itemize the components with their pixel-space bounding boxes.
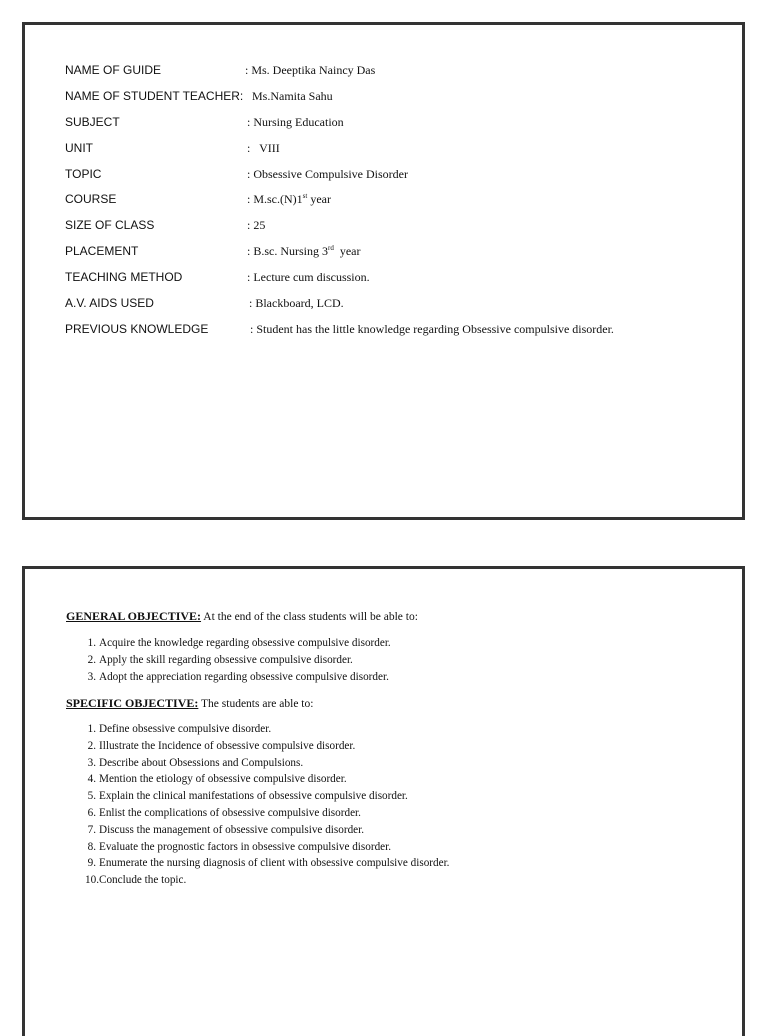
info-value: : Lecture cum discussion.	[247, 270, 370, 285]
general-objective-intro: At the end of the class students will be able to:	[201, 611, 418, 623]
list-item: 6. Enlist the complications of obsessive compulsive disorder.	[87, 806, 361, 819]
info-label: TEACHING METHOD	[65, 270, 183, 285]
list-item: 2. Apply the skill regarding obsessive compulsive disorder.	[87, 653, 353, 666]
info-value: : Blackboard, LCD.	[249, 296, 344, 311]
info-label: NAME OF GUIDE	[65, 63, 162, 77]
list-item: 7. Discuss the management of obsessive compulsive disorder.	[87, 823, 365, 836]
list-item: 8. Evaluate the prognostic factors in obsessive compulsive disorder.	[87, 840, 392, 853]
specific-objective-title: SPECIFIC OBJECTIVE:	[66, 696, 199, 710]
list-item: 2. Illustrate the Incidence of obsessive compulsive disorder.	[87, 739, 356, 752]
list-item: 1. Define obsessive compulsive disorder.	[87, 723, 272, 735]
info-label: NAME OF STUDENT TEACHER:	[65, 88, 244, 103]
list-item: 4. Mention the etiology of obsessive compulsive disorder.	[87, 773, 347, 786]
info-value: : 25	[247, 218, 266, 233]
specific-objective-intro: The students are able to:	[198, 698, 314, 710]
list-item: 3. Describe about Obsessions and Compulsions.	[87, 756, 304, 769]
specific-objective-heading	[66, 696, 313, 711]
list-item: 1. Acquire the knowledge regarding obsessive compulsive disorder.	[87, 637, 391, 649]
info-label: PREVIOUS KNOWLEDGE	[65, 321, 209, 336]
info-value: : Student has the little knowledge regarding Obsessive compulsive disorder.	[250, 321, 614, 336]
info-value: : Ms. Deeptika Naincy Das	[245, 63, 376, 77]
general-objective-list	[66, 637, 391, 687]
list-item: 9. Enumerate the nursing diagnosis of client with obsessive compulsive disorder.	[87, 857, 450, 870]
info-value: : Nursing Education	[247, 114, 344, 129]
info-value: Ms.Namita Sahu	[252, 88, 333, 103]
info-value: : VIII	[247, 140, 280, 155]
info-label: SIZE OF CLASS	[65, 218, 155, 233]
info-value: : M.sc.(N)1st year	[247, 192, 331, 207]
list-item: 3. Adopt the appreciation regarding obsessive compulsive disorder.	[87, 670, 389, 683]
info-value: : B.sc. Nursing 3rd year	[247, 244, 361, 259]
lesson-info-panel	[22, 22, 745, 520]
info-label: UNIT	[65, 140, 93, 155]
info-label: SUBJECT	[65, 114, 120, 129]
objectives-panel	[22, 566, 745, 1036]
specific-objective-list	[66, 723, 449, 891]
list-item: 10.Conclude the topic.	[85, 874, 187, 887]
general-objective-heading	[66, 609, 418, 624]
info-label: TOPIC	[65, 166, 102, 181]
info-label: COURSE	[65, 192, 117, 207]
general-objective-title: GENERAL OBJECTIVE:	[66, 609, 202, 623]
list-item: 5. Explain the clinical manifestations of obsessive compulsive disorder.	[87, 790, 408, 803]
info-label: A.V. AIDS USED	[65, 296, 154, 311]
info-label: PLACEMENT	[65, 244, 139, 259]
info-value: : Obsessive Compulsive Disorder	[247, 166, 408, 181]
